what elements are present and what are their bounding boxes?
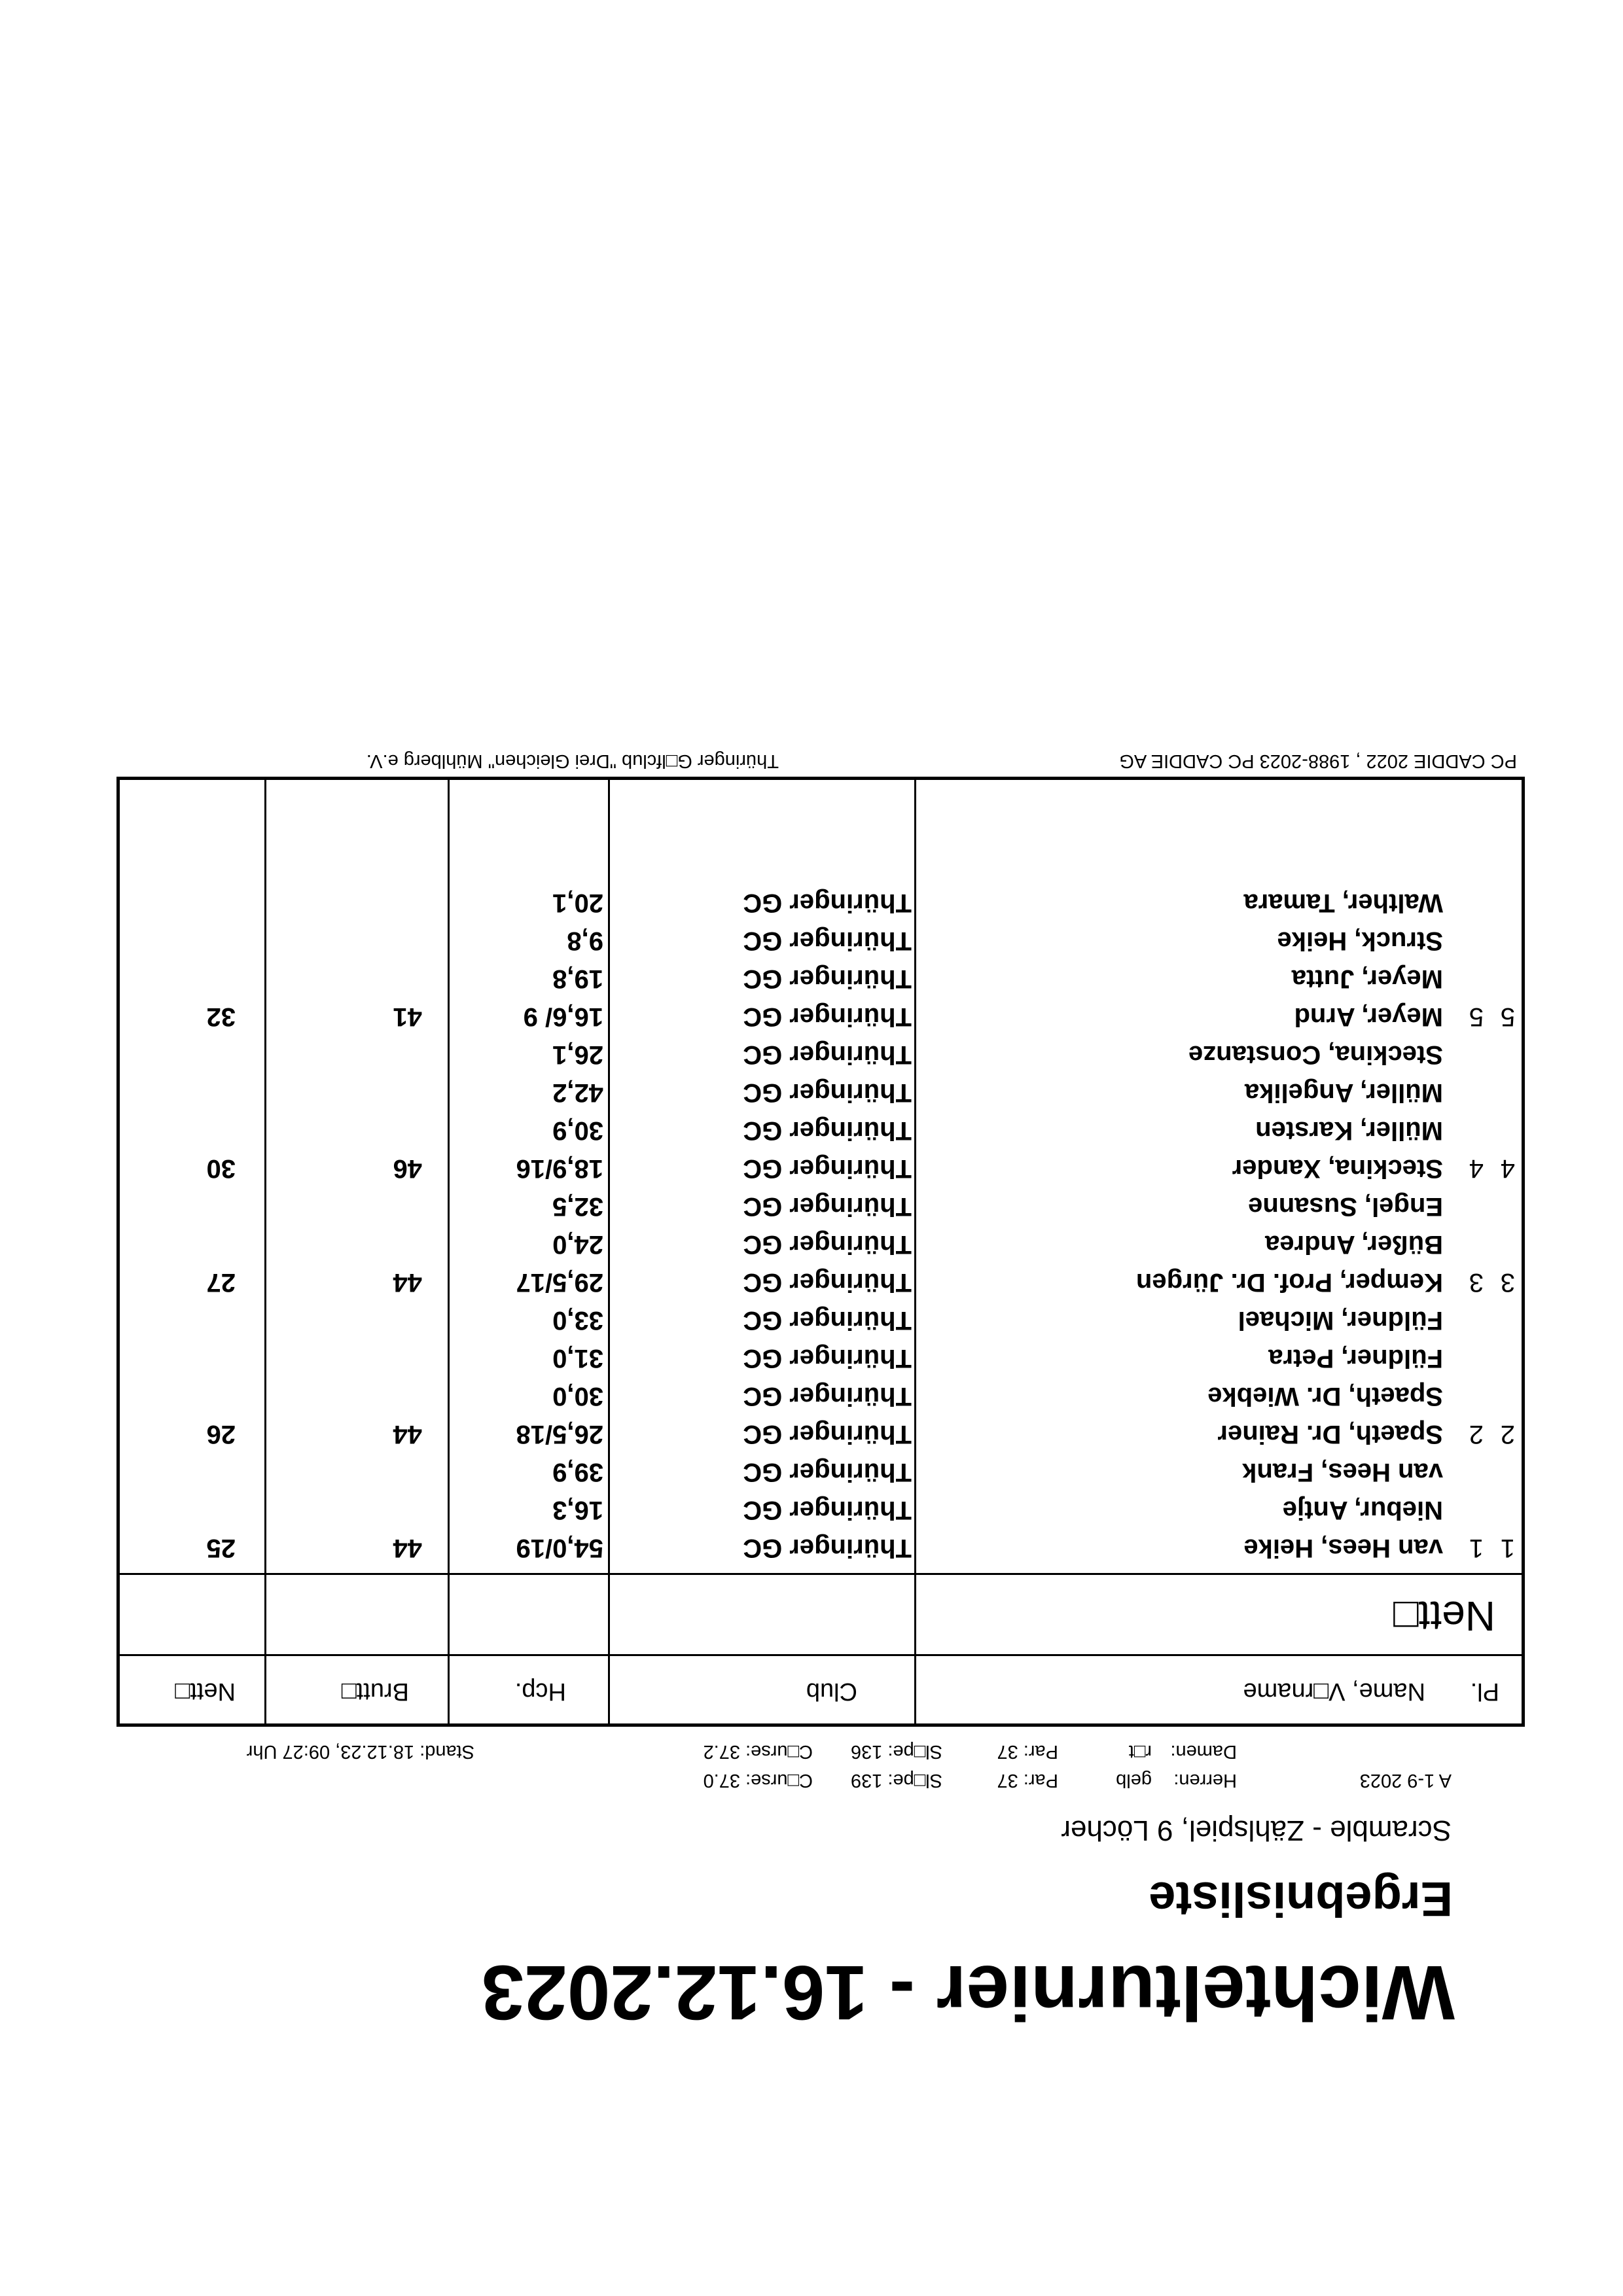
table-row (120, 959, 1522, 997)
place-number: 3 (1500, 1268, 1515, 1297)
player-name: Füldner, Michael (1238, 1306, 1443, 1335)
place-number: 4 (1500, 1154, 1515, 1183)
brutto-score: 46 (393, 1154, 422, 1183)
table-row (120, 1415, 1522, 1453)
table-row (120, 1149, 1522, 1187)
place-rank: 2 (1469, 1420, 1484, 1449)
handicap: 33,0 (552, 1306, 603, 1335)
table-row (120, 1377, 1522, 1415)
place-number: 1 (1500, 1534, 1515, 1563)
player-name: Meyer, Arnd (1294, 1002, 1443, 1031)
table-row (120, 997, 1522, 1035)
col-header-name: Name, V□rname (1243, 1678, 1425, 1705)
club-name: Thüringer GC (743, 1382, 912, 1411)
player-name: Steckina, Xander (1232, 1154, 1443, 1183)
section-heading: Nett□ (1393, 1593, 1495, 1640)
player-name: Meyer, Jutta (1291, 964, 1443, 993)
netto-score: 26 (206, 1420, 236, 1449)
place-rank: 1 (1469, 1534, 1484, 1563)
club-name: Thüringer GC (743, 1154, 912, 1183)
club-name: Thüringer GC (743, 1458, 912, 1487)
software-credit: PC CADDIE 2022 , 1988-2023 PC CADDIE AG (1119, 751, 1517, 771)
club-name: Thüringer GC (743, 1230, 912, 1259)
place-number: 5 (1500, 1002, 1515, 1031)
handicap: 32,5 (552, 1192, 603, 1221)
damen-label: Damen: (1170, 1741, 1237, 1762)
player-name: Spaeth, Dr. Rainer (1217, 1420, 1443, 1449)
player-name: Kemper, Prof. Dr. Jürgen (1135, 1268, 1443, 1297)
header-rule (120, 1654, 1522, 1656)
damen-tee: r□t (1128, 1741, 1152, 1762)
table-row (120, 921, 1522, 959)
club-name: Thüringer GC (743, 1344, 912, 1373)
handicap: 30,0 (552, 1382, 603, 1411)
table-row (120, 1453, 1522, 1491)
player-name: Müller, Angelika (1244, 1078, 1443, 1107)
damen-slope: Sl□pe: 136 (850, 1741, 942, 1762)
damen-course: C□urse: 37.2 (703, 1741, 813, 1762)
netto-score: 30 (206, 1154, 236, 1183)
netto-score: 25 (206, 1534, 236, 1563)
col-header-netto: Nett□ (175, 1678, 236, 1705)
table-row (120, 1035, 1522, 1073)
club-name: Thüringer GC (743, 1116, 912, 1145)
netto-score: 27 (206, 1268, 236, 1297)
herren-slope: Sl□pe: 139 (850, 1770, 942, 1791)
col-header-club: Club (806, 1678, 857, 1705)
table-row (120, 883, 1522, 921)
table-row (120, 1073, 1522, 1111)
handicap: 31,0 (552, 1344, 603, 1373)
handicap: 26,1 (552, 1040, 603, 1069)
club-name: Thüringer GC (743, 1078, 912, 1107)
netto-score: 32 (206, 1002, 236, 1031)
player-name: Füldner, Petra (1268, 1344, 1443, 1373)
club-footer: Thüringer G□lfclub "Drei Gleichen" Mühlberg e.V. (366, 751, 779, 771)
brutto-score: 44 (393, 1420, 422, 1449)
table-row (120, 1225, 1522, 1263)
handicap: 39,9 (552, 1458, 603, 1487)
handicap: 30,9 (552, 1116, 603, 1145)
player-name: Büßer, Andrea (1265, 1230, 1443, 1259)
handicap: 42,2 (552, 1078, 603, 1107)
handicap: 9,8 (567, 927, 603, 955)
handicap: 16,6/ 9 (523, 1002, 603, 1031)
player-name: Engel, Susanne (1248, 1192, 1443, 1221)
handicap: 18,9/16 (516, 1154, 603, 1183)
col-header-pl: Pl. (1470, 1678, 1499, 1705)
col-header-hcp: Hcp. (514, 1678, 566, 1705)
herren-par: Par: 37 (997, 1770, 1058, 1791)
handicap: 20,1 (552, 889, 603, 917)
table-row (120, 1301, 1522, 1339)
club-name: Thüringer GC (743, 1040, 912, 1069)
table-row (120, 1339, 1522, 1377)
place-rank: 3 (1469, 1268, 1484, 1297)
herren-course: C□urse: 37.0 (703, 1770, 813, 1791)
section-rule (120, 1573, 1522, 1575)
stand-timestamp: Stand: 18.12.23, 09:27 Uhr (246, 1741, 474, 1762)
player-name: van Hees, Heike (1243, 1534, 1443, 1563)
club-name: Thüringer GC (743, 1420, 912, 1449)
place-number: 2 (1500, 1420, 1515, 1449)
club-name: Thüringer GC (743, 1534, 912, 1563)
place-rank: 5 (1469, 1002, 1484, 1031)
club-name: Thüringer GC (743, 1496, 912, 1525)
club-name: Thüringer GC (743, 1268, 912, 1297)
herren-tee: gelb (1116, 1770, 1152, 1791)
club-name: Thüringer GC (743, 964, 912, 993)
club-name: Thüringer GC (743, 1192, 912, 1221)
table-row (120, 1187, 1522, 1225)
player-name: Spaeth, Dr. Wiebke (1207, 1382, 1443, 1411)
game-mode: Scramble - Zählspiel, 9 Löcher (1061, 1814, 1452, 1846)
club-name: Thüringer GC (743, 1002, 912, 1031)
handicap: 16,3 (552, 1496, 603, 1525)
tournament-title: Wichtelturnier - 16.12.2023 (481, 1949, 1455, 2036)
table-row (120, 1111, 1522, 1149)
damen-par: Par: 37 (997, 1741, 1058, 1762)
brutto-score: 41 (393, 1002, 422, 1031)
player-name: Müller, Karsten (1255, 1116, 1443, 1145)
player-name: van Hees, Frank (1242, 1458, 1443, 1487)
handicap: 19,8 (552, 964, 603, 993)
table-row (120, 1263, 1522, 1301)
club-name: Thüringer GC (743, 1306, 912, 1335)
place-rank: 4 (1469, 1154, 1484, 1183)
herren-label: Herren: (1173, 1770, 1237, 1791)
handicap: 26,5/18 (516, 1420, 603, 1449)
results-table (116, 777, 1525, 1727)
table-row (120, 1491, 1522, 1528)
handicap: 54,0/19 (516, 1534, 603, 1563)
round-label: A 1-9 2023 (1359, 1770, 1452, 1791)
results-heading: Ergebnisliste (1149, 1872, 1453, 1926)
club-name: Thüringer GC (743, 927, 912, 955)
club-name: Thüringer GC (743, 889, 912, 917)
col-header-brutto: Brutt□ (341, 1678, 409, 1705)
table-row (120, 1528, 1522, 1566)
player-name: Walther, Tamara (1243, 889, 1443, 917)
player-name: Steckina, Constanze (1188, 1040, 1443, 1069)
handicap: 29,5/17 (516, 1268, 603, 1297)
handicap: 24,0 (552, 1230, 603, 1259)
brutto-score: 44 (393, 1268, 422, 1297)
brutto-score: 44 (393, 1534, 422, 1563)
player-name: Struck, Heike (1277, 927, 1443, 955)
player-name: Niebur, Antje (1282, 1496, 1443, 1525)
